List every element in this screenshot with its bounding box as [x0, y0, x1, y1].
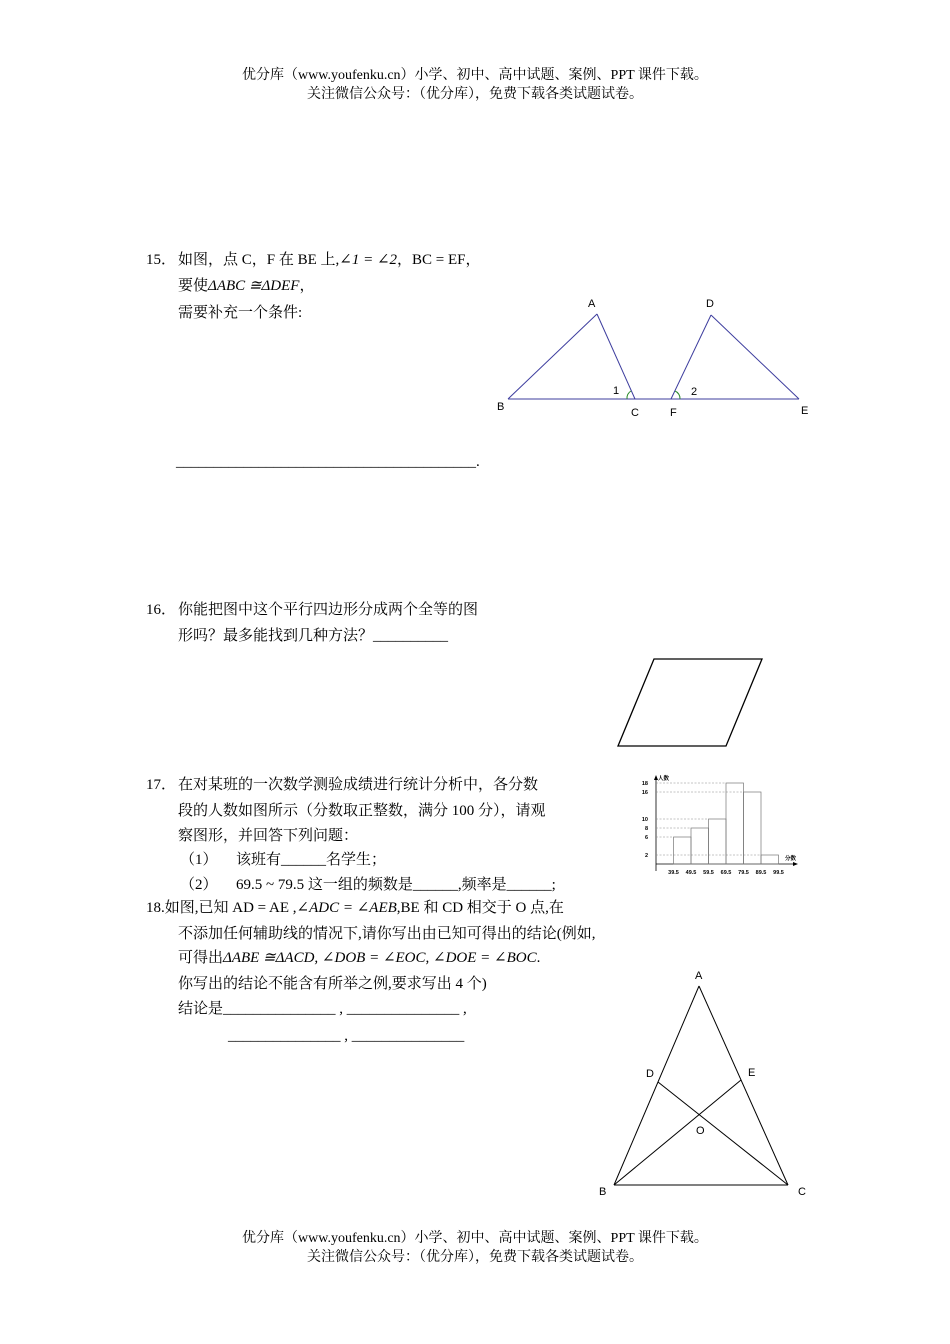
- q15-figure: [490, 290, 820, 430]
- hist-bar: [744, 792, 762, 864]
- q15-answer-blank[interactable]: ________________________________________.: [176, 454, 480, 470]
- q15-congruence: ΔABC ≅ΔDEF: [208, 278, 300, 294]
- q17-number: 17．: [146, 777, 177, 793]
- hist-bar: [709, 819, 727, 864]
- q18-example: ΔABE ≅ΔACD, ∠DOB = ∠EOC, ∠DOE = ∠BOC: [223, 950, 537, 966]
- hist-bar: [691, 828, 709, 864]
- q16-parallelogram: [618, 659, 762, 746]
- q18-line-1-end: ,BE 和 CD 相交于 O 点,在: [396, 900, 564, 916]
- q18-segment-AB: [614, 986, 699, 1185]
- q17-line-1: 在对某班的一次数学测验成绩进行统计分析中，各分数: [178, 777, 539, 793]
- q18-line-4: 你写出的结论不能含有所举之例,要求写出 4 个): [178, 976, 487, 992]
- q18-segment-AC: [699, 986, 788, 1185]
- q15-line-1-end: ，BC = EF，: [397, 252, 481, 268]
- q18-segment-CD: [658, 1082, 788, 1185]
- q15-angle-2-arc: [675, 391, 680, 399]
- q15-label-F: F: [670, 407, 677, 419]
- q17-histogram: [635, 772, 805, 880]
- hist-x-tick: 49.5: [685, 870, 697, 876]
- q16-parallelogram-figure: [610, 650, 770, 755]
- q15-angle-equation: ∠1 = ∠2: [339, 252, 398, 268]
- q15-line-2-end: ，: [299, 278, 315, 294]
- footer-line-1: 优分库（www.youfenku.cn）小学、初中、高中试题、案例、PPT 课件下载。: [242, 1231, 708, 1246]
- q18-line-2: 不添加任何辅助线的情况下,请你写出由已知可得出的结论(例如,: [178, 926, 596, 942]
- hist-x-tick: 89.5: [755, 870, 767, 876]
- q15-segment-AB: [508, 314, 597, 399]
- q15-label-D: D: [706, 298, 714, 310]
- q18-label-C: C: [798, 1186, 806, 1198]
- hist-x-label: 分数: [785, 856, 797, 862]
- q15-segment-DE: [711, 315, 799, 399]
- hist-bar: [761, 855, 779, 864]
- q15-label-A: A: [588, 298, 596, 310]
- q18-line-1: [146, 898, 564, 918]
- q18-label-D: D: [646, 1068, 654, 1080]
- q16-number: 16．: [146, 602, 177, 618]
- hist-y-tick: 2: [644, 853, 648, 859]
- hist-y-label: 人数: [658, 776, 670, 782]
- q17-sub-1: 该班有______名学生；: [236, 852, 387, 868]
- q17-line-3: 察图形，并回答下列问题：: [178, 828, 359, 844]
- hist-y-tick: 8: [644, 826, 648, 832]
- q15-line-2-text: 要使: [178, 278, 209, 294]
- hist-bar: [674, 837, 692, 864]
- q17-line-2: 段的人数如图所示（分数取正整数，满分 100 分），请观: [178, 803, 546, 819]
- hist-x-tick: 39.5: [668, 870, 679, 876]
- q18-angle-equation: ∠ADC = ∠AEB: [296, 900, 397, 916]
- q16-line-2: 形吗？最多能找到几种方法？__________: [178, 628, 449, 644]
- q17-sub-2-number: （2）: [180, 877, 218, 893]
- q18-line-3: [178, 948, 540, 968]
- hist-x-tick: 99.5: [773, 870, 784, 876]
- q18-line-1-text: 18.如图,已知 AD = AE ,: [146, 900, 297, 916]
- hist-x-tick: 59.5: [703, 870, 714, 876]
- hist-y-tick: 16: [641, 790, 648, 796]
- hist-y-tick: 6: [644, 835, 648, 841]
- q18-line-3-text: 可得出: [178, 950, 224, 966]
- q15-label-C: C: [631, 407, 639, 419]
- q15-number: 15．: [146, 252, 177, 268]
- q18-label-O: O: [696, 1125, 705, 1137]
- header-line-1: 优分库（www.youfenku.cn）小学、初中、高中试题、案例、PPT 课件下载。: [242, 68, 708, 83]
- q17-sub-1-number: （1）: [180, 852, 218, 868]
- q18-answer-line-1[interactable]: 结论是_______________ , _______________ ,: [178, 1001, 467, 1017]
- q15-line-1: [178, 250, 481, 270]
- hist-x-tick: 79.5: [738, 870, 749, 876]
- hist-x-tick: 69.5: [720, 870, 732, 876]
- q15-label-angle-2: 2: [691, 386, 698, 398]
- hist-y-tick: 18: [641, 781, 648, 787]
- q15-angle-1-arc: [627, 391, 631, 399]
- q18-line-3-end: .: [536, 950, 541, 966]
- q15-line-3: 需要补充一个条件:: [178, 305, 303, 321]
- hist-y-tick: 10: [641, 817, 648, 823]
- q16-line-1: 你能把图中这个平行四边形分成两个全等的图: [178, 602, 479, 618]
- q18-label-A: A: [695, 970, 703, 982]
- hist-bar: [726, 783, 744, 864]
- q15-label-B: B: [497, 401, 505, 413]
- header-line-2: 关注微信公众号：（优分库），免费下载各类试题试卷。: [307, 87, 643, 102]
- q18-label-B: B: [599, 1186, 607, 1198]
- q18-label-E: E: [748, 1067, 756, 1079]
- q15-label-angle-1: 1: [613, 385, 620, 397]
- hist-x-arrow: [793, 862, 798, 866]
- q15-line-1-text: 如图，点 C，F 在 BE 上,: [178, 252, 340, 268]
- footer-line-2: 关注微信公众号：（优分库），免费下载各类试题试卷。: [307, 1250, 643, 1265]
- q18-figure: [590, 965, 820, 1205]
- q15-label-E: E: [801, 405, 809, 417]
- q17-sub-2: 69.5 ~ 79.5 这一组的频数是______,频率是______;: [236, 877, 556, 893]
- q15-line-2: [178, 276, 314, 296]
- q18-answer-line-2[interactable]: _______________ , _______________: [228, 1028, 465, 1044]
